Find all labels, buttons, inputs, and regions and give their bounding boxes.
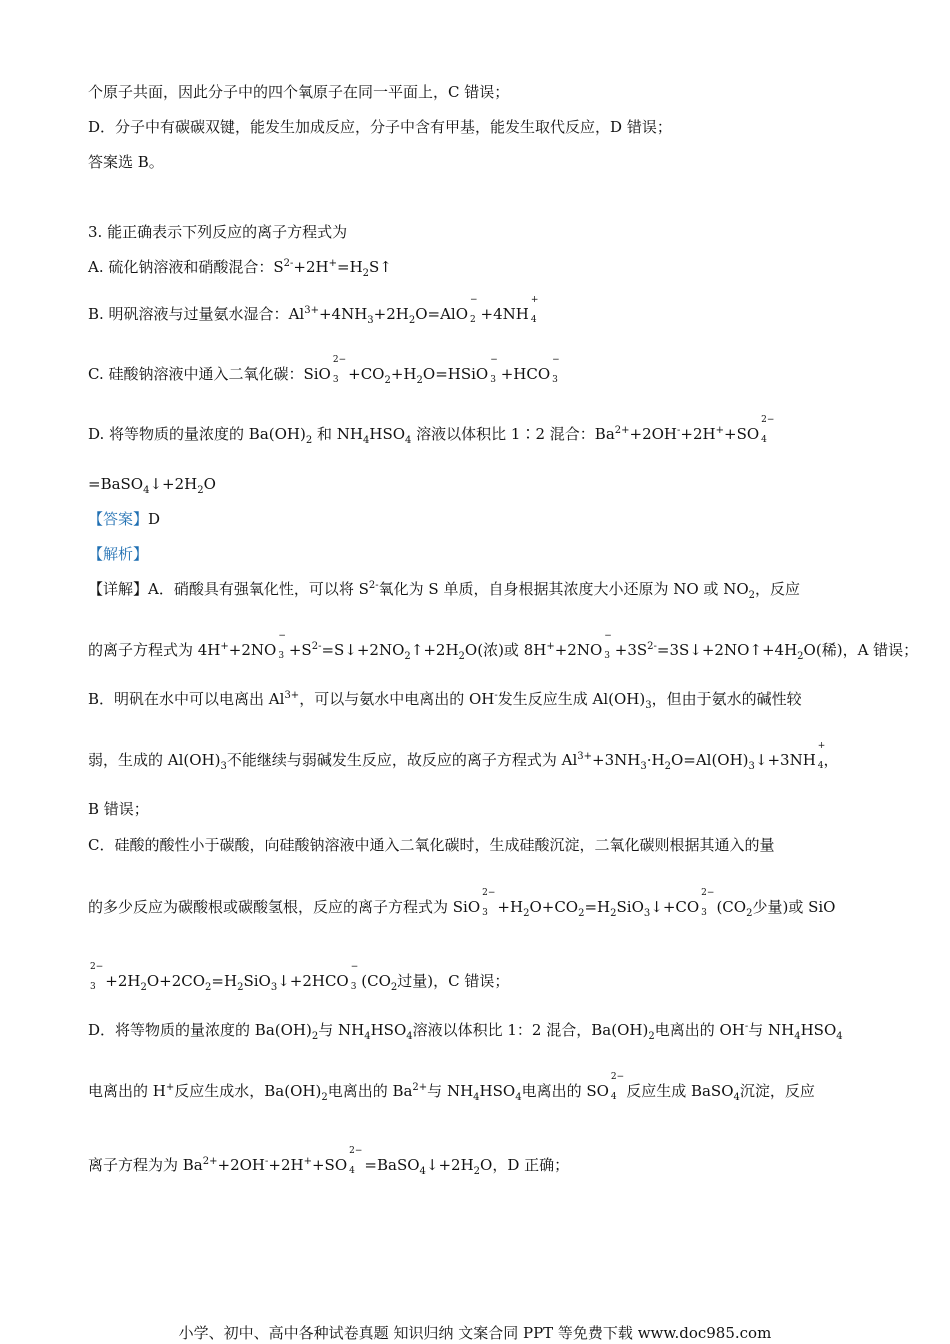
option-label: B. 明矾溶液与过量氨水湿合： — [88, 305, 289, 323]
text: HSO — [479, 1082, 516, 1100]
text: ，但由于氨水的碱性较 — [651, 690, 802, 708]
explain-a-2: 的离子方程式为 4H++2NO − $_3 +S^{2-}=S↓+2NO_2↑+2H_2O$(浓)或 8H++2NO − $_3 +3S^{2-}=3S↓+2NO↑+4H_2O$(稀)，A 错误； — [88, 631, 919, 662]
text-line: 个原子共面，因此分子中的四个氧原子在同一平面上，C 错误； — [88, 83, 510, 101]
detail-tag: 【详解】 — [88, 580, 149, 598]
explain-c-1: C．硅酸的酸性小于碳酸，向硅酸钠溶液中通入二氧化碳时，生成硅酸沉淀，二氧化碳则根据其通入的量 — [88, 836, 775, 854]
text: 氧化为 S 单质，自身根据其浓度大小还原为 NO 或 NO — [378, 580, 749, 598]
answer-value: D — [148, 510, 161, 528]
text: 少量)或 SiO — [752, 898, 836, 916]
option-a: A. 硫化钠溶液和硝酸混合：$S^{2-}+2H^+=H_2S↑$ — [88, 258, 392, 279]
option-text: 溶液以体积比 1∶2 混合： — [411, 425, 595, 443]
text-line: D．分子中有碳碳双键，能发生加成反应，分子中含有甲基，能发生取代反应，D 错误； — [88, 118, 672, 136]
text: 沉淀，反应 — [739, 1082, 815, 1100]
option-b: B. 明矾溶液与过量氨水湿合：$Al^{3+}+4NH_3+2H_2O=AlO$ − $_2$ +4NH + $_4$ — [88, 295, 539, 326]
text: 电离出的 H — [88, 1082, 166, 1100]
text: (CO — [716, 898, 747, 916]
option-d: D. 将等物质的量浓度的 $Ba(OH)_2$ 和 $NH_4HSO_4$ 溶液以体积比 1∶2 混合：$Ba^{2+}+2OH^-+2H^++SO$ 2− $_4$ — [88, 415, 775, 446]
option-label: D. 将等物质的量浓度的 Ba(OH) — [88, 425, 306, 443]
explain-b-3: B 错误； — [88, 800, 149, 818]
text: 溶液以体积比 1：2 混合，Ba(OH) — [412, 1021, 649, 1039]
text: 的多少反应为碳酸根或碳酸氢根，反应的离子方程式为 SiO — [88, 898, 481, 916]
explain-d-3: 离子方程为为 $Ba^{2+}+2OH^-+2H^++SO$ 2− $_4 =BaSO_4↓+2H_2O$，D 正确； — [88, 1146, 570, 1177]
explain-d-1: D．将等物质的量浓度的 $Ba(OH)_2$与 $NH_4HSO_4$溶液以体积比 1：2 混合，$Ba(OH)_2$电离出的 OH-与 $NH_4HSO_4$ — [88, 1021, 843, 1042]
text-line: 答案选 B。 — [88, 153, 164, 171]
explain-b-2: 弱，生成的 $Al(OH)_3$不能继续与弱碱发生反应，故反应的离子方程式为 $Al^{3+}+3NH_3\cdot H_2O=Al(OH)_3↓+3NH$ + $_4$， — [88, 741, 839, 772]
option-c: C. 硅酸钠溶液中通入二氧化碳：SiO 2− $_3 +CO_2+H_2O=HSiO$ − $_3$ +HCO − $_3$ — [88, 355, 560, 386]
explain-d-2: 电离出的 H+反应生成水，$Ba(OH)_2$电离出的 $Ba^{2+}$与 $NH_4HSO_4$电离出的 SO 2− $_4$ 反应生成 BaSO$_4$沉淀，反应 — [88, 1072, 815, 1103]
text: 不能继续与弱碱发生反应，故反应的离子方程式为 Al — [226, 751, 578, 769]
text: 反应生成水，Ba(OH) — [174, 1082, 322, 1100]
page-footer: 小学、初中、高中各种试卷真题 知识归纳 文案合同 PPT 等免费下载 www.doc985.com — [178, 1324, 772, 1342]
text: 与 NH — [427, 1082, 474, 1100]
explain-a-1: 【详解】A．硝酸具有强氧化性，可以将 $S^{2-}$氧化为 S 单质，自身根据其浓度大小还原为 NO 或 $NO_2$，反应 — [88, 580, 801, 601]
text: 离子方程为为 Ba — [88, 1156, 203, 1174]
text: 过量)，C 错误； — [397, 972, 510, 990]
explain-c-2: 的多少反应为碳酸根或碳酸氢根，反应的离子方程式为 SiO 2− $_3 +H_2O+CO_2=H_2SiO_3↓+CO$ 2− $_3$ ($CO_2$少量)或 SiO — [88, 888, 836, 919]
text: (稀)，A 错误； — [815, 641, 919, 659]
text: 电离出的 Ba — [327, 1082, 413, 1100]
text: HSO — [370, 1021, 407, 1039]
analysis-tag: 【解析】 — [88, 545, 149, 563]
answer-tag: 【答案】 — [88, 510, 149, 528]
explain-b-1: B．明矾在水中可以电离出 $Al^{3+}$，可以与氨水中电离出的 OH-发生反应生成 $Al(OH)_3$，但由于氨水的碱性较 — [88, 690, 802, 711]
option-label: A. 硫化钠溶液和硝酸混合： — [88, 258, 274, 276]
text: ，反应 — [755, 580, 801, 598]
answer — [88, 509, 160, 529]
text: 与 NH — [318, 1021, 365, 1039]
text: D．将等物质的量浓度的 Ba(OH) — [88, 1021, 312, 1039]
text: 弱，生成的 Al(OH) — [88, 751, 221, 769]
text: 的离子方程式为 4H — [88, 641, 221, 659]
text: A．硝酸具有强氧化性，可以将 S — [148, 580, 369, 598]
option-text: 和 NH — [312, 425, 363, 443]
text: B．明矾在水中可以电离出 Al — [88, 690, 285, 708]
text: 反应生成 BaSO — [626, 1082, 734, 1100]
text: 电离出的 OH — [654, 1021, 745, 1039]
text: 发生反应生成 Al(OH) — [497, 690, 646, 708]
text: 与 NH — [748, 1021, 795, 1039]
explain-c-3: 2− $_3 +2H_2O+2CO_2=H_2SiO_3↓+2HCO$ − $_3$ ($CO_2$过量)，C 错误； — [90, 962, 510, 993]
text: (CO — [361, 972, 391, 990]
text: ，D 正确； — [492, 1156, 570, 1174]
text: ，可以与氨水中电离出的 OH — [299, 690, 495, 708]
question-stem: 3. 能正确表示下列反应的离子方程式为 — [88, 223, 348, 241]
option-text: HSO — [369, 425, 406, 443]
option-label: C. 硅酸钠溶液中通入二氧化碳： — [88, 365, 304, 383]
option-d-cont: $=BaSO_4↓+2H_2O$ — [88, 475, 216, 496]
text: 电离出的 SO — [521, 1082, 609, 1100]
